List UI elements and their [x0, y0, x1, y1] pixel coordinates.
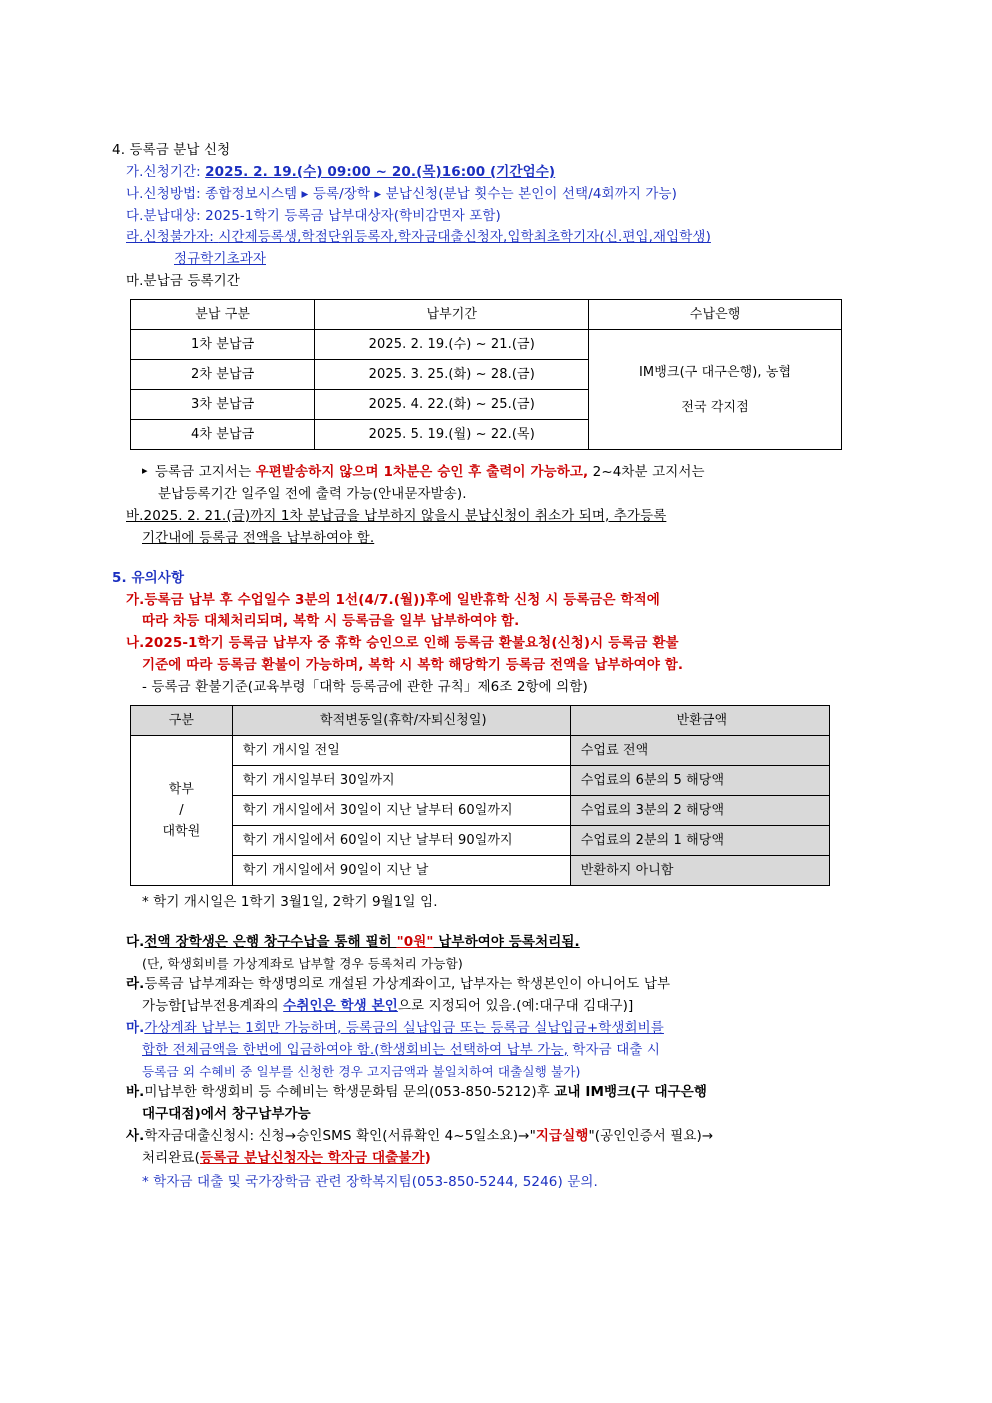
col-header-change-date: 학적변동일(휴학/자퇴신청일) — [232, 705, 570, 735]
item-5-ma-cont1 — [142, 1040, 892, 1062]
item-5-ga-line1: 등록금 납부 후 수업일수 3분의 1선(4/7.(월))후에 일반휴학 신청 시 등록금은 학적에 — [144, 591, 660, 608]
item-5-ma-line1: 가상계좌 납부는 1회만 가능하며, 등록금의 실납입금 또는 등록금 실납입금+학생회비를 — [144, 1019, 664, 1036]
item-5-ra-line2-c: 으로 지정되어 있음.(예:대구대 김대구)] — [397, 998, 634, 1015]
item-5-da-line2: (단, 학생회비를 가상계좌로 납부할 경우 등록처리 가능함) — [142, 955, 463, 971]
col-header-bank: 수납은행 — [589, 300, 842, 330]
cell-bank — [589, 330, 842, 450]
item-5-ba-cont — [142, 1104, 892, 1126]
category-line-3: 대학원 — [162, 824, 201, 840]
item-5-na-line2: 기준에 따라 등록금 환불이 가능하며, 복학 시 복학 해당학기 등록금 전액을 납부하여야 함. — [142, 657, 684, 674]
item-5-ma-marker: 마. — [126, 1019, 145, 1036]
item-4-ma — [126, 271, 892, 293]
item-4-ga — [126, 162, 892, 184]
cell-change-date-5: 학기 개시일에서 90일이 지난 날 — [232, 856, 570, 886]
item-5-na — [126, 633, 892, 655]
item-5-da — [126, 932, 892, 954]
item-5-ma-line2-b: 학자금 대출 시 — [567, 1041, 661, 1058]
item-4-ra-label: 신청불가자: — [143, 229, 214, 246]
item-5-sa-line2-c: ) — [424, 1149, 431, 1166]
item-5-da-cont — [142, 954, 892, 974]
cell-period-4: 2025. 5. 19.(월) ~ 22.(목) — [315, 420, 589, 450]
item-5-ra — [126, 974, 892, 996]
item-5-da-line1-b: "0원" — [396, 933, 434, 950]
item-4-da — [126, 206, 892, 228]
table-row — [131, 856, 830, 886]
item-5-sa-line1-b: 지급실행 — [535, 1127, 589, 1144]
item-5-sa-line1-c: "(공인인증서 필요)→ — [588, 1127, 714, 1144]
section-4-heading-text: 4. 등록금 분납 신청 — [112, 142, 231, 158]
section-5-heading-text: 5. 유의사항 — [112, 569, 185, 586]
item-5-ma-line2-a: 합한 전체금액을 한번에 입금하여야 함.(학생회비는 선택하여 납부 가능, — [142, 1041, 568, 1058]
document-content — [112, 140, 892, 1193]
item-5-ra-line2-b: 수취인은 학생 본인 — [283, 998, 398, 1015]
item-5-ba-line1-b: 교내 IM뱅크(구 대구은행 — [554, 1084, 708, 1101]
col-header-period: 납부기간 — [315, 300, 589, 330]
table-row — [131, 705, 830, 735]
refund-table-note — [142, 892, 892, 914]
item-5-da-line1-a: 전액 장학생은 은행 창구수납을 통해 필히 — [144, 933, 397, 950]
col-header-category: 구분 — [131, 705, 233, 735]
note-line1-a: 등록금 고지서는 — [154, 464, 256, 481]
table-row — [131, 765, 830, 795]
item-5-na-marker: 나. — [126, 635, 145, 652]
item-4-na-value: 종합정보시스템 ▸ 등록/장학 ▸ 분납신청(분납 횟수는 본인이 선택/4회까지 가능) — [205, 185, 678, 202]
item-4-ba-cont — [142, 528, 892, 550]
item-4-da-marker: 다. — [126, 207, 144, 224]
item-4-ra — [126, 227, 892, 249]
note-line1-b: 우편발송하지 않으며 1차분은 승인 후 출력이 가능하고, — [255, 464, 589, 481]
item-5-sa-line2-a: 처리완료( — [142, 1149, 200, 1166]
col-header-division: 분납 구분 — [131, 300, 315, 330]
item-5-ra-line1: 등록금 납부계좌는 학생명의로 개설된 가상계좌이고, 납부자는 학생본인이 아니어도 납부 — [144, 976, 671, 993]
item-5-da-marker: 다. — [126, 933, 145, 950]
table-row — [131, 826, 830, 856]
category-line-2: / — [179, 802, 184, 818]
cell-division-3: 3차 분납금 — [131, 390, 315, 420]
cell-period-3: 2025. 4. 22.(화) ~ 25.(금) — [315, 390, 589, 420]
item-4-ba — [126, 506, 892, 528]
item-4-ra-marker: 라. — [126, 229, 144, 246]
item-5-sa-marker: 사. — [126, 1127, 145, 1144]
item-5-na-cont — [142, 655, 892, 677]
cell-refund-1: 수업료 전액 — [570, 735, 829, 765]
table-row — [131, 330, 842, 360]
cell-division-2: 2차 분납금 — [131, 360, 315, 390]
section-5-heading — [112, 568, 892, 590]
cell-change-date-1: 학기 개시일 전일 — [232, 735, 570, 765]
item-4-da-label: 분납대상: — [143, 207, 201, 224]
cell-category — [131, 735, 233, 885]
refund-basis-row — [142, 677, 892, 699]
item-4-ma-marker: 마. — [126, 273, 144, 290]
cell-refund-5: 반환하지 아니함 — [570, 856, 829, 886]
item-4-ba-marker: 바. — [126, 507, 144, 524]
item-5-sa — [126, 1126, 892, 1148]
cell-refund-2: 수업료의 6분의 5 해당액 — [570, 765, 829, 795]
cell-period-1: 2025. 2. 19.(수) ~ 21.(금) — [315, 330, 589, 360]
note-bullet-line2 — [158, 484, 892, 506]
cell-change-date-3: 학기 개시일에서 30일이 지난 날부터 60일까지 — [232, 795, 570, 825]
installment-schedule-table — [130, 299, 842, 450]
item-5-ba-line2: 대구대점)에서 창구납부가능 — [142, 1105, 311, 1122]
refund-standard-table — [130, 705, 830, 886]
table-row — [131, 300, 842, 330]
cell-refund-4: 수업료의 2분의 1 해당액 — [570, 826, 829, 856]
cell-change-date-4: 학기 개시일에서 60일이 지난 날부터 90일까지 — [232, 826, 570, 856]
item-5-ba — [126, 1082, 892, 1104]
item-4-ga-value: 2025. 2. 19.(수) 09:00 ~ 20.(목)16:00 (기간엄수) — [205, 163, 556, 180]
item-4-ra-value: 시간제등록생,학점단위등록자,학자금대출신청자,입학최초학기자(신.편입,재입학생) — [218, 229, 711, 246]
item-5-ba-marker: 바. — [126, 1084, 145, 1101]
cell-change-date-2: 학기 개시일부터 30일까지 — [232, 765, 570, 795]
item-5-sa-line2-b: 등록금 분납신청자는 학자금 대출불가 — [199, 1149, 425, 1166]
item-4-ba-line2: 기간내에 등록금 전액을 납부하여야 함. — [142, 529, 375, 546]
section-4-heading — [112, 140, 892, 162]
item-5-ra-marker: 라. — [126, 976, 145, 993]
footer-note — [142, 1172, 892, 1194]
item-5-da-line1-c: 납부하여야 등록처리됨. — [433, 933, 580, 950]
item-4-na-label: 신청방법: — [143, 185, 201, 202]
item-4-ma-label: 분납금 등록기간 — [143, 273, 240, 290]
item-4-ra-cont-text: 정규학기초과자 — [174, 251, 266, 268]
refund-basis-text: - 등록금 환불기준(교육부령「대학 등록금에 관한 규칙」제6조 2항에 의함) — [142, 678, 588, 695]
item-5-ga — [126, 590, 892, 612]
bank-line-2: 전국 각지점 — [681, 399, 749, 415]
item-5-na-line1: 2025-1학기 등록금 납부자 중 휴학 승인으로 인해 등록금 환불요청(신청)시 등록금 환불 — [144, 635, 679, 652]
item-5-ra-cont — [142, 996, 892, 1018]
table-row — [131, 795, 830, 825]
item-5-ga-cont — [142, 611, 892, 633]
category-line-1: 학부 — [168, 781, 195, 797]
item-4-ba-line1: 2025. 2. 21.(금)까지 1차 분납금을 납부하지 않을시 분납신청이 취소가 되며, 추가등록 — [143, 507, 667, 524]
bank-line-1: IM뱅크(구 대구은행), 농협 — [639, 364, 792, 380]
note-line1-c: 2~4차분 고지서는 — [588, 464, 705, 481]
item-5-ma — [126, 1018, 892, 1040]
cell-division-1: 1차 분납금 — [131, 330, 315, 360]
item-4-ga-marker: 가. — [126, 163, 144, 180]
item-4-ra-cont — [174, 249, 892, 271]
item-4-na — [126, 184, 892, 206]
item-5-ma-line3: 등록금 외 수혜비 중 일부를 신청한 경우 고지금액과 불일치하여 대출실행 불가) — [142, 1063, 581, 1079]
item-5-ma-cont2 — [142, 1062, 892, 1082]
item-4-na-marker: 나. — [126, 185, 144, 202]
item-5-ga-line2: 따라 차등 대체처리되며, 복학 시 등록금을 일부 납부하여야 함. — [142, 613, 520, 630]
item-4-ga-label: 신청기간: — [143, 163, 201, 180]
item-5-ga-marker: 가. — [126, 591, 145, 608]
cell-refund-3: 수업료의 3분의 2 해당액 — [570, 795, 829, 825]
item-5-sa-cont — [142, 1148, 892, 1170]
cell-division-4: 4차 분납금 — [131, 420, 315, 450]
note-bullet-row — [142, 462, 892, 484]
footer-note-text: * 학자금 대출 및 국가장학금 관련 장학복지팀(053-850-5244, 5246) 문의. — [142, 1173, 598, 1190]
triangle-bullet-icon: ▸ — [142, 464, 155, 478]
table-row — [131, 735, 830, 765]
item-5-sa-line1-a: 학자금대출신청시: 신청→승인SMS 확인(서류확인 4~5일소요)→" — [144, 1127, 536, 1144]
note-line2: 분납등록기간 일주일 전에 출력 가능(안내문자발송). — [158, 486, 467, 503]
col-header-refund-amount: 반환금액 — [570, 705, 829, 735]
refund-table-note-text: * 학기 개시일은 1학기 3월1일, 2학기 9월1일 임. — [142, 894, 438, 911]
item-4-da-value: 2025-1학기 등록금 납부대상자(학비감면자 포함) — [205, 207, 501, 224]
item-5-ra-line2-a: 가능함[납부전용계좌의 — [142, 998, 284, 1015]
item-5-ba-line1-a: 미납부한 학생회비 등 수혜비는 학생문화팀 문의(053-850-5212)후 — [144, 1084, 555, 1101]
cell-period-2: 2025. 3. 25.(화) ~ 28.(금) — [315, 360, 589, 390]
